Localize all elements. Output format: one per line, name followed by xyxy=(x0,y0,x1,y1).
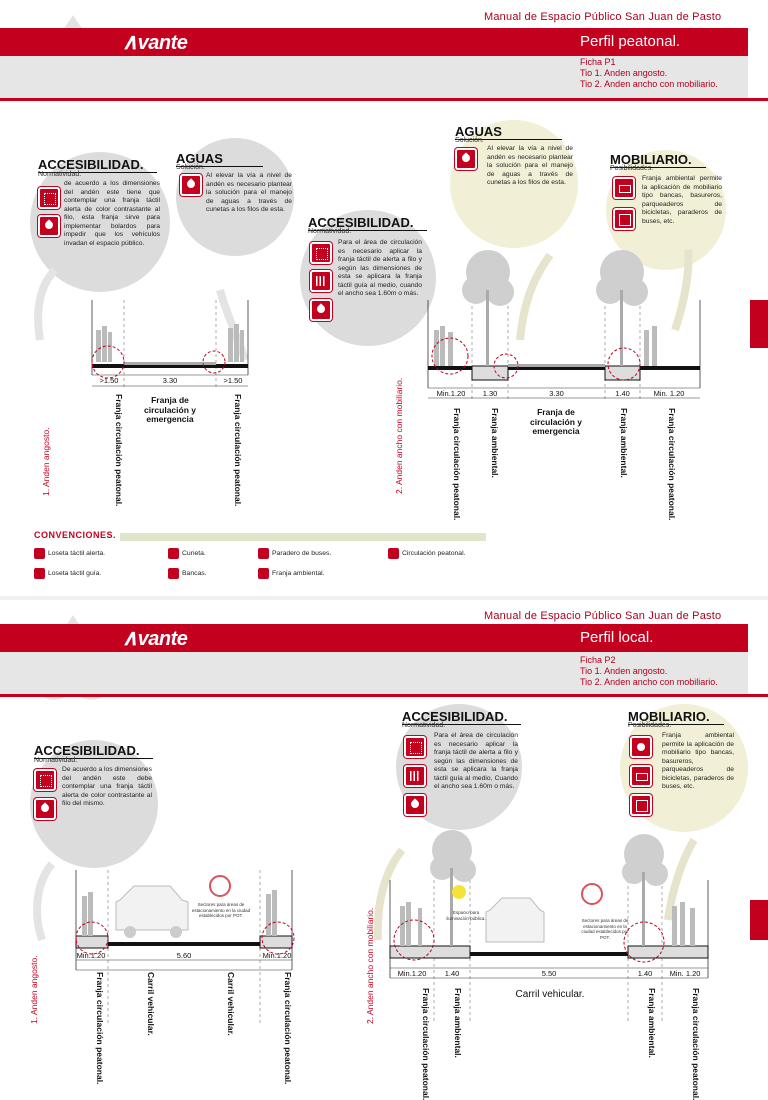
conv-item: Loseta táctil alerta. xyxy=(48,550,106,557)
aguas-sub-right: Solución. xyxy=(455,137,484,144)
tactile-alert-icon xyxy=(34,548,45,559)
carril-label: Carril vehicular. xyxy=(515,989,585,1000)
franja-label-left: Franja circulación peatonal. xyxy=(114,394,124,507)
pedestrian-icon xyxy=(388,548,399,559)
tactile-alert-icon xyxy=(404,736,426,758)
mobiliario-sub: Posibilidades. xyxy=(610,165,654,172)
dim-3: Min.1.20 xyxy=(262,951,292,960)
page-ficha-p2 xyxy=(0,600,768,1100)
section-drawing-tipo2 xyxy=(400,230,750,400)
manual-title: Manual de Espacio Público San Juan de Pasto xyxy=(484,610,722,622)
accesibilidad-sub-right: Normatividad. xyxy=(402,722,446,729)
tipo1-label: 1. Anden angosto. xyxy=(29,955,39,1024)
dim-1: >1.50 xyxy=(99,376,119,385)
accesibilidad-title-right: ACCESIBILIDAD. xyxy=(308,216,427,231)
bench-icon xyxy=(168,568,179,579)
section-drawing-tipo1 xyxy=(30,260,290,390)
tactile-alert-icon xyxy=(34,769,56,791)
bench-icon xyxy=(630,765,652,787)
side-strip xyxy=(750,900,768,940)
dim-1: Min.1.20 xyxy=(397,969,427,978)
accesibilidad-text: de acuerdo a los dimensiones del andén este tiene que contemplar una franja táctil alerta de color contrastante al filo, esta franja sirve para implementar bolardos para impedir que los vehículos invadan el espacio público. xyxy=(64,180,160,247)
ficha-info: Ficha P1 Tio 1. Anden angosto. Tio 2. Anden ancho con mobiliario. xyxy=(580,57,718,89)
franja-label-3: Franja ambiental. xyxy=(619,408,629,478)
accesibilidad-sub: Normatividad. xyxy=(34,757,78,764)
franja-center-label: Franja de circulación y emergencia xyxy=(144,395,196,424)
mobiliario-text: Franja ambiental permite la aplicación de mobiliario tipo bancas, basureros, parqueaderos de bicicletas, paraderos de buses, etc. xyxy=(662,732,734,790)
mobiliario-text: Franja ambiental permite la aplicación de mobiliario tipo bancas, basureros, parqueaderos de bicicletas, paraderos de buses, etc. xyxy=(642,175,722,225)
dim-2: 1.40 xyxy=(444,969,460,978)
convenciones-bar xyxy=(120,533,486,541)
aguas-text: Al elevar la vía a nivel de andén es necesario plantear la solución para el manejo de aguas a través de cunetas a los filos de esta. xyxy=(206,172,292,213)
brand-logo: ∧vante xyxy=(122,29,188,54)
conv-item: Paradero de buses. xyxy=(272,550,332,557)
tree-icon xyxy=(258,568,269,579)
conv-item: Loseta táctil guía. xyxy=(48,570,102,577)
franja-label-2: Franja ambiental. xyxy=(453,988,463,1058)
tactile-alert-icon xyxy=(38,187,60,209)
franja-label-4: Franja circulación peatonal. xyxy=(667,408,677,521)
aguas-text-right: Al elevar la vía a nivel de andén es necesario plantear la solución para el manejo de aguas a través de cunetas a los filos de esta. xyxy=(487,145,573,186)
drain-icon xyxy=(168,548,179,559)
dim-3: 5.50 xyxy=(541,969,557,978)
dim-2: 5.60 xyxy=(176,951,192,960)
tactile-guide-icon xyxy=(310,270,332,292)
dim-3: 3.30 xyxy=(549,389,564,398)
bus-stop-icon xyxy=(613,208,635,230)
accesibilidad-title: ACCESIBILIDAD. xyxy=(38,158,157,173)
parking-note: Sectores para áreas de estacionamiento en la ciudad establecidos por POT. xyxy=(191,902,251,918)
aguas-title-right: AGUAS xyxy=(455,125,562,140)
dim-2: 1.30 xyxy=(482,389,498,398)
accesibilidad-text-right: Para el área de circulación es necesario aplicar la franja táctil de alerta a filo y según las dimensiones de esta se aplicara la franja táctil guía al medio, Cuando el ancho sea 1.60m o más. xyxy=(434,732,518,790)
light-note: Espacio para iluminación pública. xyxy=(446,910,486,921)
parking-note: Sectores para áreas de estacionamiento en la ciudad establecidos por POT. xyxy=(581,918,629,940)
dim-4: 1.40 xyxy=(637,969,653,978)
franja-label-4: Franja circulación peatonal. xyxy=(691,988,701,1100)
accesibilidad-text-right: Para el área de circulación es necesario aplicar la franja táctil de alerta a filo y según las dimensiones de esta se aplicara la franja táctil guía al medio, cuando el ancho sea 1.60m o más. xyxy=(338,239,422,297)
franja-label-1: Franja circulación peatonal. xyxy=(452,408,462,521)
bus-stop-icon xyxy=(258,548,269,559)
aguas-title: AGUAS xyxy=(176,152,263,167)
header-divider xyxy=(0,694,768,697)
dim-1: Min.1.20 xyxy=(76,951,106,960)
mobiliario-sub: Posibilidades. xyxy=(628,722,672,729)
franja-label-right: Franja circulación peatonal. xyxy=(233,394,243,507)
franja-label-3: Franja ambiental. xyxy=(647,988,657,1058)
conv-item: Franja ambiental. xyxy=(272,570,325,577)
brand-logo: ∧vante xyxy=(122,625,188,650)
tactile-guide-icon xyxy=(34,568,45,579)
section-drawing-tipo1 xyxy=(20,830,300,1024)
ficha-info: Ficha P2 Tio 1. Anden angosto. Tio 2. Anden ancho con mobiliario. xyxy=(580,655,718,687)
dim-3: >1.50 xyxy=(223,376,243,385)
dim-5: Min. 1.20 xyxy=(669,969,701,978)
accesibilidad-title-right: ACCESIBILIDAD. xyxy=(402,710,521,725)
dim-2: 3.30 xyxy=(162,376,178,385)
side-strip xyxy=(750,300,768,348)
conv-item: Circulación peatonal. xyxy=(402,550,466,557)
perfil-title: Perfil local. xyxy=(580,629,654,646)
tipo2-label: 2. Anden ancho con mobiliario. xyxy=(365,907,375,1024)
convenciones-title: CONVENCIONES. xyxy=(34,530,117,540)
aguas-sub: Solución. xyxy=(176,164,205,171)
manual-title: Manual de Espacio Público San Juan de Pasto xyxy=(484,11,722,23)
franja-center-label: Franja de circulación y emergencia xyxy=(530,407,582,436)
tipo2-label: 2. Anden ancho con mobiliario. xyxy=(394,377,404,494)
franja-label-1: Franja circulación peatonal. xyxy=(421,988,431,1100)
trash-bin-icon xyxy=(630,736,652,758)
tactile-alert-icon xyxy=(310,242,332,264)
drain-icon xyxy=(455,148,477,170)
accesibilidad-title: ACCESIBILIDAD. xyxy=(34,744,153,759)
accesibilidad-text: De acuerdo a los dimensiones del andén este debe contemplar una franja táctil alerta de color contrastante al filo del mismo. xyxy=(62,766,152,807)
carril-label-1: Carril vehicular. xyxy=(146,972,156,1036)
drain-icon xyxy=(180,174,202,196)
header-divider xyxy=(0,98,768,101)
accesibilidad-sub: Normatividad. xyxy=(38,171,82,178)
accesibilidad-sub-right: Normatividad. xyxy=(308,228,352,235)
franja-label-2: Franja circulación peatonal. xyxy=(283,972,293,1085)
pedestrian-icon xyxy=(310,299,332,321)
tactile-guide-icon xyxy=(34,798,56,820)
dim-4: 1.40 xyxy=(615,389,630,398)
perfil-title: Perfil peatonal. xyxy=(580,33,681,50)
tactile-guide-icon xyxy=(38,215,60,237)
conv-item: Bancas. xyxy=(182,570,207,577)
tactile-guide-icon xyxy=(404,765,426,787)
tipo1-label: 1. Anden angosto. xyxy=(41,427,51,496)
dim-5: Min. 1.20 xyxy=(653,389,685,398)
dim-1: Min.1.20 xyxy=(436,389,466,398)
mobiliario-title: MOBILIARIO. xyxy=(628,710,724,725)
mobiliario-title: MOBILIARIO. xyxy=(610,153,706,168)
franja-label-2: Franja ambiental. xyxy=(490,408,500,478)
bench-icon xyxy=(613,177,635,199)
conv-item: Cuneta. xyxy=(182,550,206,557)
franja-label-1: Franja circulación peatonal. xyxy=(95,972,105,1085)
carril-label-2: Carril vehicular. xyxy=(226,972,236,1036)
